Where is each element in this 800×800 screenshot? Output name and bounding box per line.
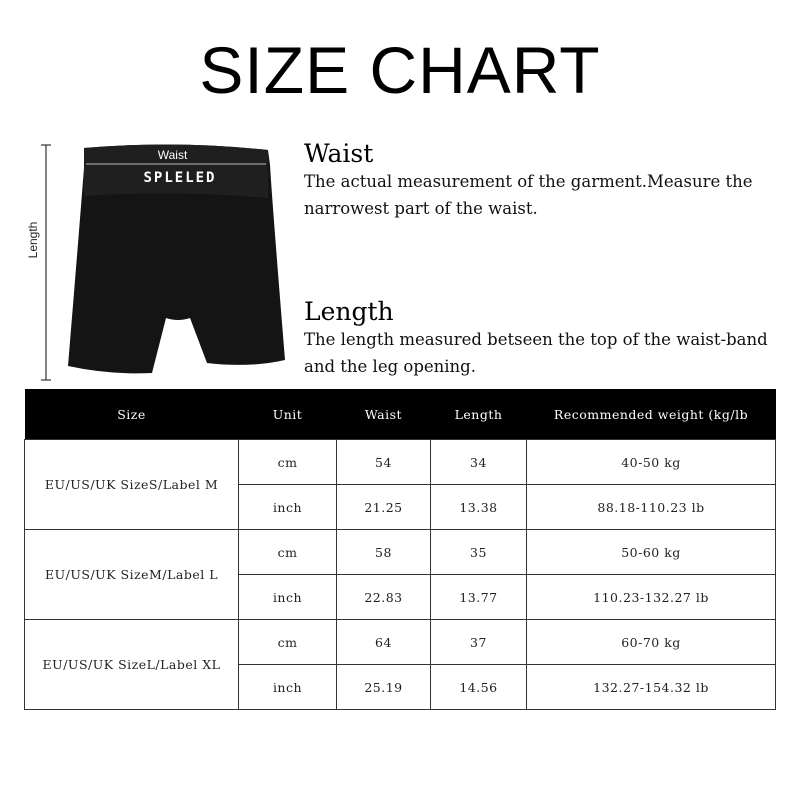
waist-cell: 22.83	[337, 575, 431, 620]
waist-text: The actual measurement of the garment.Measure the narrowest part of the waist.	[304, 172, 753, 218]
table-row	[25, 530, 776, 575]
waist-cell: 64	[337, 620, 431, 665]
size-table	[24, 389, 776, 710]
waist-cell: 25.19	[337, 665, 431, 710]
brand-logo: SPLELED	[143, 170, 217, 186]
size-cell: EU/US/UK SizeM/Label L	[25, 530, 239, 620]
table-header-row	[25, 389, 776, 440]
header-waist: Waist	[337, 389, 431, 440]
unit-cell: inch	[239, 485, 337, 530]
waist-cell: 58	[337, 530, 431, 575]
length-cell: 37	[431, 620, 527, 665]
size-cell: EU/US/UK SizeL/Label XL	[25, 620, 239, 710]
length-description	[304, 298, 784, 380]
page-title: SIZE CHART	[199, 33, 601, 107]
unit-cell: cm	[239, 440, 337, 485]
length-cell: 13.38	[431, 485, 527, 530]
header-length: Length	[431, 389, 527, 440]
waist-marker-label: Waist	[157, 148, 188, 162]
length-cell: 13.77	[431, 575, 527, 620]
shorts-drawing	[0, 0, 300, 400]
table-row	[25, 620, 776, 665]
unit-cell: inch	[239, 665, 337, 710]
weight-cell: 40-50 kg	[527, 440, 776, 485]
weight-cell: 88.18-110.23 lb	[527, 485, 776, 530]
weight-cell: 60-70 kg	[527, 620, 776, 665]
waist-cell: 54	[337, 440, 431, 485]
length-cell: 35	[431, 530, 527, 575]
waist-cell: 21.25	[337, 485, 431, 530]
weight-cell: 50-60 kg	[527, 530, 776, 575]
length-marker-label: Length	[26, 221, 40, 259]
header-size: Size	[25, 389, 239, 440]
length-text: The length measured betseen the top of the waist-band and the leg opening.	[304, 330, 768, 376]
header-weight: Recommended weight (kg/lb	[527, 389, 776, 440]
length-cell: 14.56	[431, 665, 527, 710]
waist-description	[304, 140, 784, 222]
length-cell: 34	[431, 440, 527, 485]
waist-heading: Waist	[304, 139, 374, 168]
unit-cell: cm	[239, 620, 337, 665]
weight-cell: 110.23-132.27 lb	[527, 575, 776, 620]
length-heading: Length	[304, 297, 394, 326]
table-row	[25, 440, 776, 485]
weight-cell: 132.27-154.32 lb	[527, 665, 776, 710]
header-unit: Unit	[239, 389, 337, 440]
size-cell: EU/US/UK SizeS/Label M	[25, 440, 239, 530]
unit-cell: cm	[239, 530, 337, 575]
unit-cell: inch	[239, 575, 337, 620]
